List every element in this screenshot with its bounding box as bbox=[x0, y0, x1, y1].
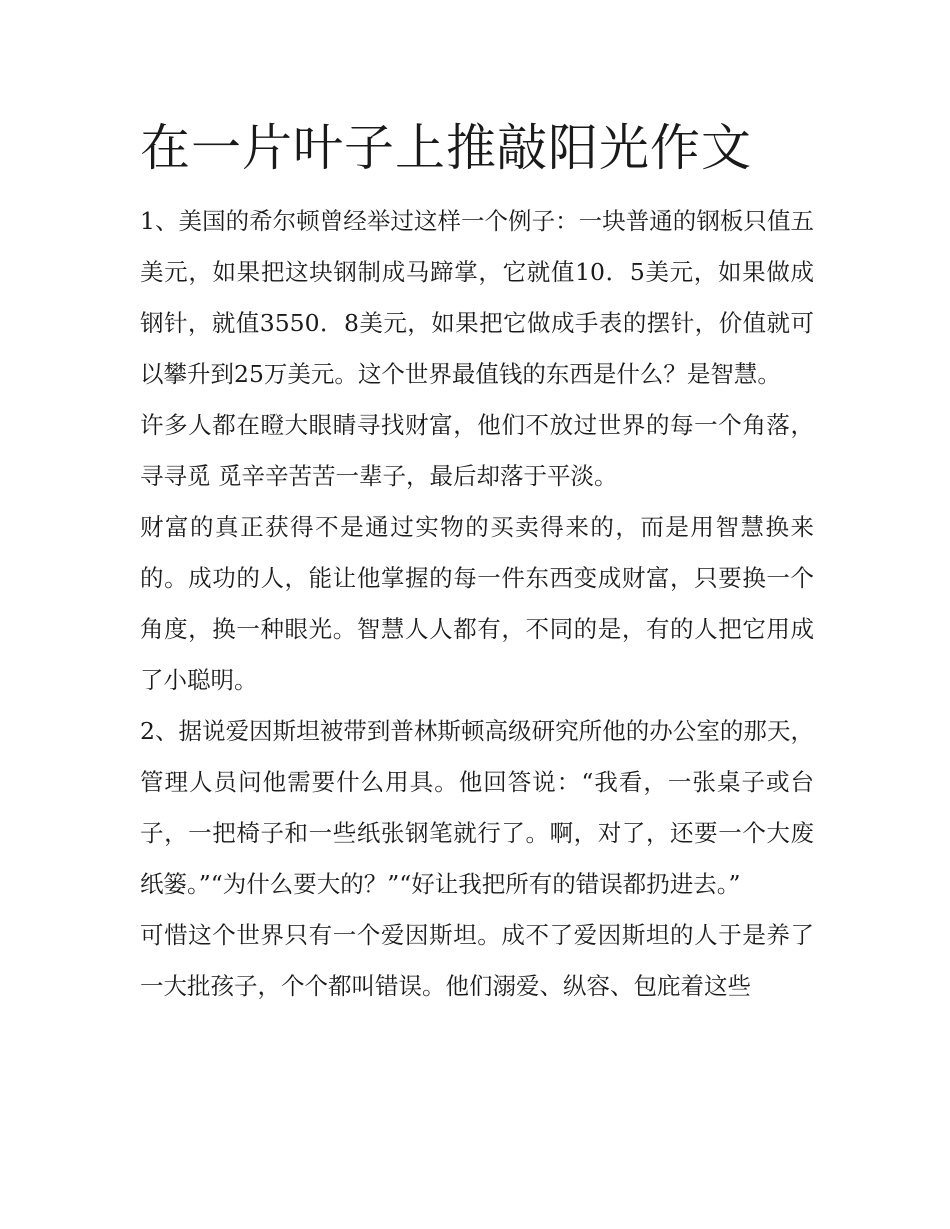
paragraph-hilton-example: 1、美国的希尔顿曾经举过这样一个例子：一块普通的钢板只值五美元，如果把这块钢制成马蹄掌，它就值10．5美元，如果做成钢针，就值3550．8美元，如果把它做成手表的摆针，价值就可以攀升到25万美元。这个世界最值钱的东西是什么？是智慧。 bbox=[140, 207, 814, 388]
paragraph-only-one-einstein: 可惜这个世界只有一个爱因斯坦。成不了爱因斯坦的人于是养了一大批孩子，个个都叫错误。他们溺爱、纵容、包庇着这些 bbox=[140, 921, 814, 1000]
paragraph-wisdom-wealth: 财富的真正获得不是通过实物的买卖得来的，而是用智慧换来的。成功的人，能让他掌握的每一件东西变成财富，只要换一个角度，换一种眼光。智慧人人都有，不同的是，有的人把它用成了小聪明。 bbox=[140, 513, 814, 694]
document-title: 在一片叶子上推敲阳光作文 bbox=[140, 119, 752, 177]
paragraph-seeking-wealth: 许多人都在瞪大眼睛寻找财富，他们不放过世界的每一个角落，寻寻觅 觅辛辛苦苦一辈子，最后却落于平淡。 bbox=[140, 411, 814, 490]
document-page bbox=[140, 118, 814, 1012]
paragraph-einstein-story: 2、据说爱因斯坦被带到普林斯顿高级研究所他的办公室的那天，管理人员问他需要什么用具。他回答说：“我看，一张桌子或台子，一把椅子和一些纸张钢笔就行了。啊，对了，还要一个大废纸篓。”“为什么要大的？”“好让我把所有的错误都扔进去。” bbox=[140, 717, 814, 898]
